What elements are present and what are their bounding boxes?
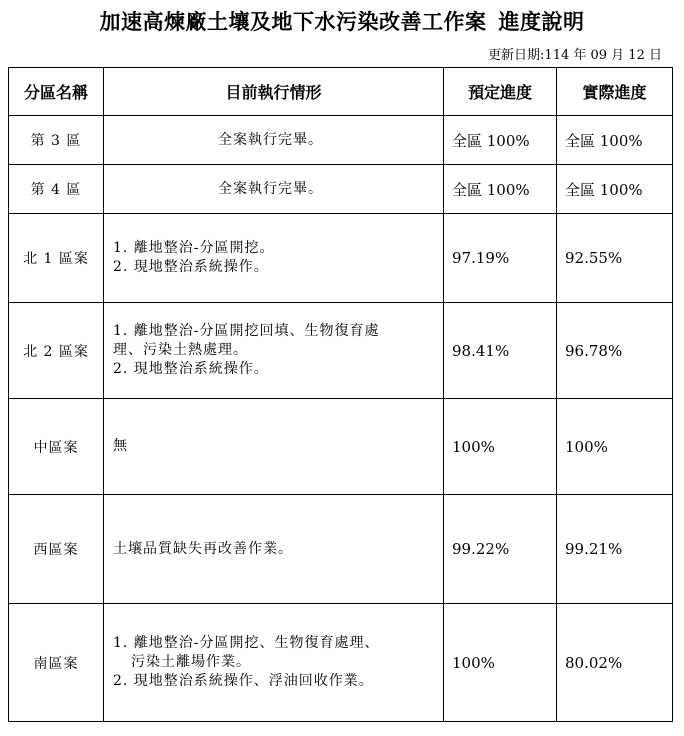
progress-table <box>8 67 673 722</box>
planned-progress: 100% <box>444 399 557 495</box>
actual-progress: 100% <box>557 399 673 495</box>
table-row <box>9 604 673 722</box>
status-text <box>104 495 444 604</box>
actual-progress: 96.78% <box>557 303 673 399</box>
status-line: 理、污染土熱處理。 <box>113 342 248 358</box>
area-name: 第 4 區 <box>9 165 104 214</box>
status-text <box>104 165 444 214</box>
table-row <box>9 303 673 399</box>
status-text <box>104 399 444 495</box>
planned-progress: 100% <box>444 604 557 722</box>
planned-progress: 全區 100% <box>444 165 557 214</box>
column-header-actual: 實際進度 <box>557 68 673 116</box>
actual-progress: 80.02% <box>557 604 673 722</box>
status-text <box>104 604 444 722</box>
status-line: 無 <box>113 438 128 454</box>
status-line: 污染土離場作業。 <box>131 654 251 670</box>
area-name: 第 3 區 <box>9 116 104 165</box>
title-main: 加速高煉廠土壤及地下水污染改善工作案 <box>99 10 487 34</box>
table-row <box>9 116 673 165</box>
status-line: 1. 離地整治-分區開挖。 <box>113 240 275 256</box>
area-name: 南區案 <box>9 604 104 722</box>
update-date: 更新日期:114 年 09 月 12 日 <box>488 48 662 63</box>
page-title <box>0 6 684 36</box>
actual-progress: 全區 100% <box>557 165 673 214</box>
table-row <box>9 165 673 214</box>
status-line: 全案執行完畢。 <box>218 180 323 197</box>
actual-progress: 92.55% <box>557 214 673 303</box>
actual-progress: 99.21% <box>557 495 673 604</box>
status-text <box>104 303 444 399</box>
table-row <box>9 399 673 495</box>
area-name: 西區案 <box>9 495 104 604</box>
status-line: 2. 現地整治系統操作。 <box>113 361 269 377</box>
planned-progress: 全區 100% <box>444 116 557 165</box>
status-line: 1. 離地整治-分區開挖回填、生物復育處 <box>113 323 380 339</box>
column-header-planned: 預定進度 <box>444 68 557 116</box>
planned-progress: 99.22% <box>444 495 557 604</box>
column-header-status: 目前執行情形 <box>104 68 444 116</box>
actual-progress: 全區 100% <box>557 116 673 165</box>
area-name: 北 1 區案 <box>9 214 104 303</box>
title-sub: 進度說明 <box>498 10 585 34</box>
table-row <box>9 495 673 604</box>
table-row <box>9 214 673 303</box>
status-line: 1. 離地整治-分區開挖、生物復育處理、 <box>113 635 380 651</box>
status-text <box>104 214 444 303</box>
status-line: 土壤品質缺失再改善作業。 <box>113 540 293 557</box>
status-line: 2. 現地整治系統操作。 <box>113 259 269 275</box>
table-header-row <box>9 68 673 116</box>
planned-progress: 98.41% <box>444 303 557 399</box>
area-name: 北 2 區案 <box>9 303 104 399</box>
column-header-area: 分區名稱 <box>9 68 104 116</box>
area-name: 中區案 <box>9 399 104 495</box>
planned-progress: 97.19% <box>444 214 557 303</box>
status-text <box>104 116 444 165</box>
status-line: 全案執行完畢。 <box>218 131 323 148</box>
status-line: 2. 現地整治系統操作、浮油回收作業。 <box>113 673 374 689</box>
